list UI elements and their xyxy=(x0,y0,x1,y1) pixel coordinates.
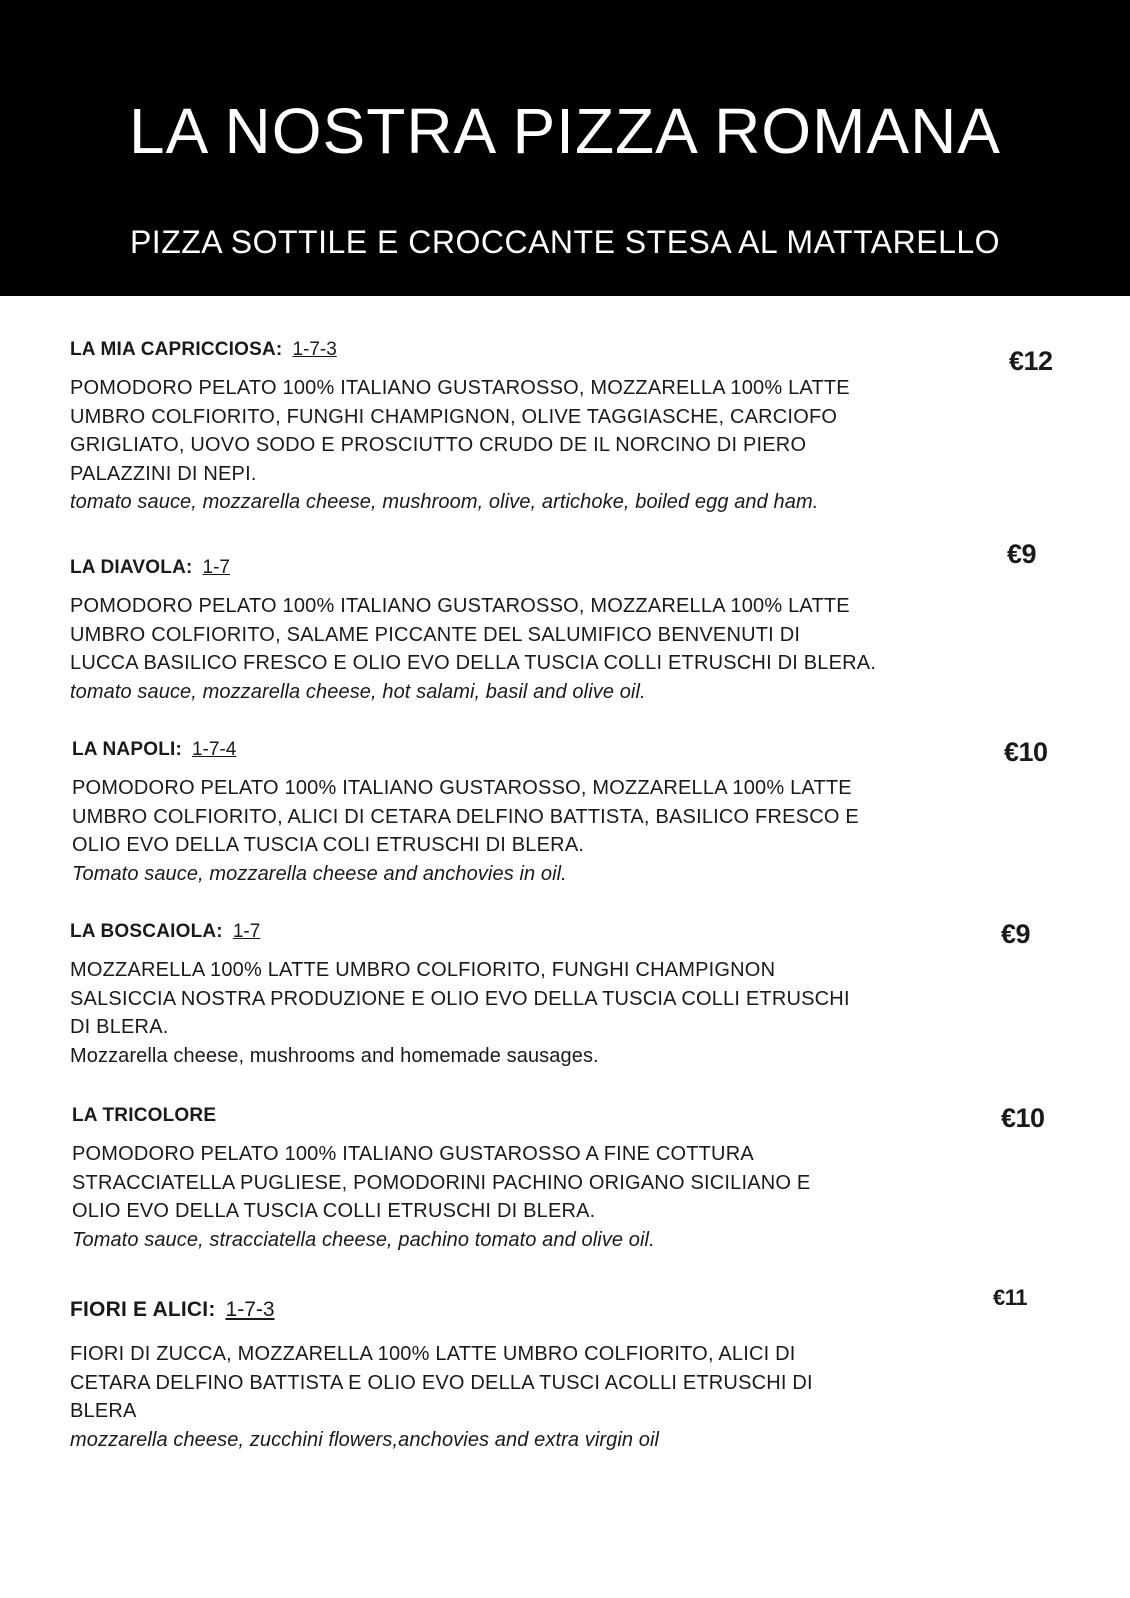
item-name: FIORI E ALICI: xyxy=(70,1298,216,1321)
item-description: POMODORO PELATO 100% ITALIANO GUSTAROSSO, MOZZARELLA 100% LATTE UMBRO COLFIORITO, SALAME PICCANTE DEL SALUMIFICO BENVENUTI DI LUCCA BASILICO FRESCO E OLIO EVO DELLA TUSCIA COLLI ETRUSCHI DI BLERA. xyxy=(70,595,877,674)
item-allergens: 1-7-3 xyxy=(292,339,337,360)
item-translation: mozzarella cheese, zucchini flowers,anchovies and extra virgin oil xyxy=(70,1428,660,1451)
item-description: FIORI DI ZUCCA, MOZZARELLA 100% LATTE UMBRO COLFIORITO, ALICI DI CETARA DELFINO BATTISTA E OLIO EVO DELLA TUSCI ACOLLI ETRUSCHI DI BLERA xyxy=(70,1343,813,1422)
item-translation: Tomato sauce, mozzarella cheese and anchovies in oil. xyxy=(72,862,567,885)
item-price: €12 xyxy=(1009,346,1053,376)
item-price: €11 xyxy=(993,1285,1027,1310)
item-price: €10 xyxy=(1001,1103,1045,1133)
item-translation: Mozzarella cheese, mushrooms and homemade sausages. xyxy=(70,1044,599,1067)
item-name-row xyxy=(72,1104,972,1128)
item-name: LA NAPOLI: xyxy=(72,739,183,760)
item-allergens: 1-7-3 xyxy=(225,1298,275,1321)
item-name-row xyxy=(70,338,970,362)
item-name-row xyxy=(70,1298,970,1322)
menu-item-napoli xyxy=(72,738,972,888)
item-description: MOZZARELLA 100% LATTE UMBRO COLFIORITO, FUNGHI CHAMPIGNON SALSICCIA NOSTRA PRODUZIONE E OLIO EVO DELLA TUSCIA COLLI ETRUSCHI DI BLERA. xyxy=(70,959,850,1038)
item-name: LA TRICOLORE xyxy=(72,1105,217,1126)
item-name: LA BOSCAIOLA: xyxy=(70,921,223,942)
item-name-row xyxy=(70,556,970,580)
item-allergens: 1-7 xyxy=(202,557,230,578)
menu-item-boscaiola xyxy=(70,920,970,1070)
menu-item-fiori-e-alici xyxy=(70,1298,970,1454)
item-name: LA DIAVOLA: xyxy=(70,557,193,578)
item-translation: tomato sauce, mozzarella cheese, mushroom, olive, artichoke, boiled egg and ham. xyxy=(70,491,819,513)
menu-item-diavola xyxy=(70,556,970,706)
menu-header xyxy=(0,0,1130,296)
item-allergens: 1-7 xyxy=(232,921,261,942)
item-description: POMODORO PELATO 100% ITALIANO GUSTAROSSO, MOZZARELLA 100% LATTE UMBRO COLFIORITO, ALICI DI CETARA DELFINO BATTISTA, BASILICO FRESCO E OLIO EVO DELLA TUSCIA COLI ETRUSCHI DI BLERA. xyxy=(72,777,859,856)
item-allergens: 1-7-4 xyxy=(192,739,237,760)
menu-item-capricciosa xyxy=(70,338,970,517)
item-description: POMODORO PELATO 100% ITALIANO GUSTAROSSO A FINE COTTURA STRACCIATELLA PUGLIESE, POMODORINI PACHINO ORIGANO SICILIANO E OLIO EVO DELLA TUSCIA COLLI ETRUSCHI DI BLERA. xyxy=(72,1143,811,1222)
menu-item-tricolore xyxy=(72,1104,972,1254)
page-subtitle: PIZZA SOTTILE E CROCCANTE STESA AL MATTARELLO xyxy=(129,224,1001,260)
item-price: €10 xyxy=(1004,737,1048,767)
item-name-row xyxy=(70,920,970,944)
item-name-row xyxy=(72,738,972,762)
item-name: LA MIA CAPRICCIOSA: xyxy=(70,339,283,360)
item-translation: Tomato sauce, stracciatella cheese, pachino tomato and olive oil. xyxy=(72,1228,655,1251)
item-price: €9 xyxy=(1007,539,1037,569)
page-title: LA NOSTRA PIZZA ROMANA xyxy=(129,95,1001,167)
item-description: POMODORO PELATO 100% ITALIANO GUSTAROSSO, MOZZARELLA 100% LATTE UMBRO COLFIORITO, FUNGHI CHAMPIGNON, OLIVE TAGGIASCHE, CARCIOFO GRIGLIATO, UOVO SODO E PROSCIUTTO CRUDO DE IL NORCINO DI PIERO PALAZZINI DI NEPI. xyxy=(70,377,850,485)
item-price: €9 xyxy=(1001,919,1031,949)
item-translation: tomato sauce, mozzarella cheese, hot salami, basil and olive oil. xyxy=(70,680,646,703)
